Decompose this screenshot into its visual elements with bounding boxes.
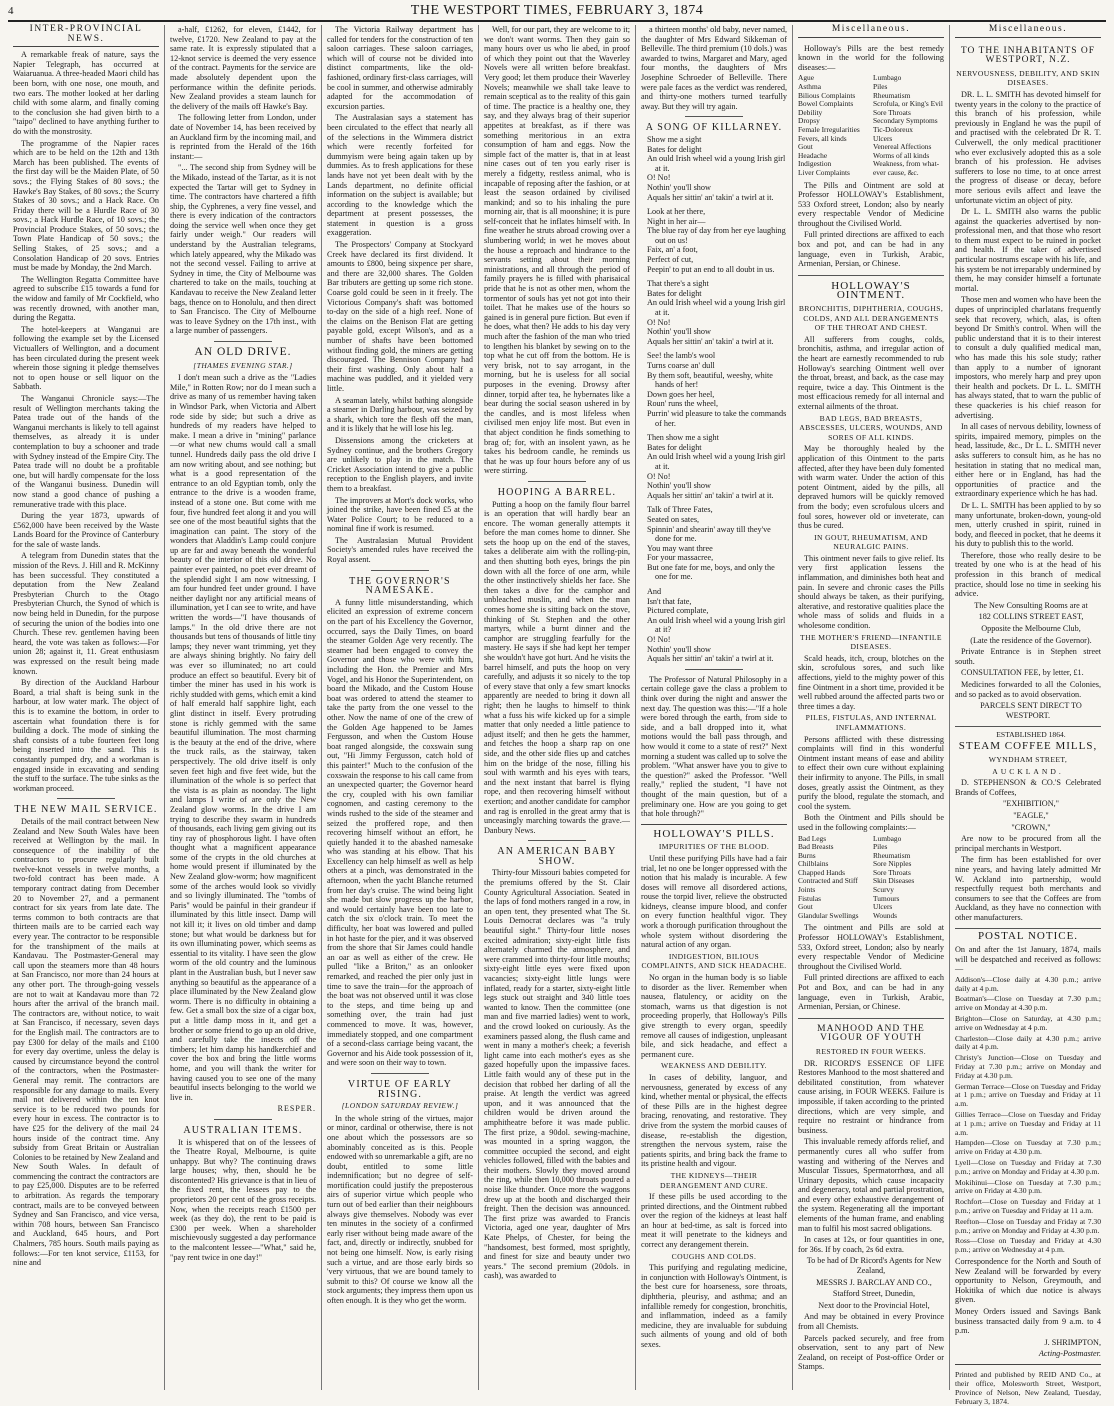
pills-subheading: WEAKNESS AND DEBILITY. <box>661 1061 767 1071</box>
list-item: Chapped Hands <box>798 867 846 877</box>
early-rising-heading: VIRTUE OF EARLY RISING. <box>347 1078 453 1100</box>
paragraph: Scald heads, itch, croup, blotches on the skin, scrofulous sores, and such like affections, yield to the mighty power of this fine Ointment in a short time, provided it be well rubbed around the affected parts two or three times a day. <box>798 653 944 711</box>
poem-verse <box>641 279 787 346</box>
paragraph: D. STEPHENSON & CO.'S Celebrated Brands of Coffees, <box>955 778 1101 797</box>
poem-line: Night in her air— <box>647 216 706 226</box>
imprint: Printed and published by REID AND Co., at their office, Molesworth Street, Westport, Province of Nelson, New Zealand, Tuesday, February 3, 1874. <box>955 1369 1101 1406</box>
established-line: ESTABLISHED 1864. <box>996 730 1066 740</box>
list-item: Ulcers <box>873 133 893 143</box>
paragraph: It is whispered that on of the lessees of the Theatre Royal, Melbourne, is quite unhappy. But why? The continuing draws large houses; why, then, should he be discontented? His grievance is that in lieu of the fixed rent, the lessees pay to the proprietors 20 per cent of the gross receipts. Now, when the receipts reach £1500 per week (as they do), the rent to be paid is £300 per week. When a shareholder mischievously suggested a day performance to the malcontent lessee—"What," said he, "pay rent twice in one day!" <box>170 1137 316 1262</box>
complaint-list <box>798 835 944 921</box>
governors-namesake-heading: THE GOVERNOR'S NAMESAKE. <box>349 575 451 597</box>
poem-line: Nothin' you'll show <box>647 644 711 654</box>
paragraph: This ointment never fails to give relief. Its very first application lessens the inflammation, and diminishes both heat and pain. In severe and chronic cases the Pills should always be taken, as their purifying, alterative, and restorative qualities place the whole mass of solids and fluids in a wholesome condition. <box>798 553 944 631</box>
poem-line: Perfect of cut, <box>647 255 694 265</box>
list-item: Liver Complaints <box>798 167 850 177</box>
paragraph: If these pills be used according to the printed directions, and the Ointment rubbed over the region of the kidneys at least half an hour at bed-time, as salt is forced into meat it will penetrate to the kidneys and correct any derangement therein. <box>641 1192 787 1250</box>
columns <box>8 24 1106 1406</box>
poem-line: You may want three <box>647 543 713 553</box>
mail-route-item: Gillies Terrace—Close on Tuesday and Friday at 1 p.m.; arrive on Tuesday and Friday at 11 a.m. <box>955 1110 1101 1137</box>
paragraph: Thirty-four Missouri babies competed for the premiums offered by the St. Clair County Agricultural Association. Seated in the laps of fond mothers ranged in a row, in an open tent, they presented what The St. Louis Democrat declares was "a truly beautiful sight." Thirty-four little noses excited admiration; sixty-eight little fists alternately charmed the atmosphere, and were crammed into thirty-four little mouths; sixty-eight little eyes were fixed upon vacancies; sixty-eight little lungs were inflated, ready for a starter, sixty-eight little legs stuck out straight and 340 little toes wanted to know. Then the committee (one man and five married ladies) went to work, and the crowd looked on curiously. As the examiners passed along, the flush came and went in many a mother's cheek; a feverish light came into each mother's eyes as she gazed hopefully upon the impassive faces. Little faith would any of these put in the decision that robbed her darling of all the praise. At length the verdict was agreed upon, and it was announced that the children would be driven around the amphitheatre before it was made public. The first prize, a 90dol. sewing-machine, was mounted in a spring waggon, the committee occupied the second, and eight vehicles followed, filled with the babies and their mothers. Slowly they moved around the ring, while then 10,000 throats poured a noise like thunder. Once more the waggons drew up at the booth and discharged their freight. Then the decision was announced. The first prize was awarded to Francis Victoria, aged one year, daughter of Mrs Kate Phelps, of Chester, for being the "handsomest, best formed, most sprightly, and finest for size and beauty under two years." The second premium (20dols. in cash), was awarded to <box>484 868 630 1281</box>
mail-service-heading: THE NEW MAIL SERVICE. <box>14 804 158 816</box>
divider <box>528 840 586 841</box>
divider <box>57 798 115 799</box>
column-5 <box>636 25 793 1390</box>
poem-line: Bates for delight <box>647 288 702 298</box>
pills-subheading: INDIGESTION, BILIOUS COMPLAINTS, AND SICK HEADACHE. <box>641 951 787 971</box>
postmaster-name: J. SHRIMPTON, <box>1044 1337 1101 1347</box>
poem-line: Nothin' you'll show <box>647 481 711 491</box>
paragraph: Full printed directions are affixed to each Pot and Box, and can be had in any language, even in Turkish, Arabic, Armenian, Persian, or Chinese. <box>798 973 944 1012</box>
mail-route-item: Charleston—Close daily at 4.30 p.m.; arrive daily at 4 p.m. <box>955 1033 1101 1052</box>
list-item: Gout <box>798 902 813 912</box>
dr-smith-ad <box>955 41 1101 728</box>
paragraph: A seaman lately, whilst bathing alongside a steamer in Darling harbour, was seized by a shark, which tore the flesh off the man, and it is likely that he will lose his leg. <box>327 395 473 434</box>
paragraph: CONSULTATION FEE, by letter, £1. <box>961 668 1084 678</box>
paragraph: The Wellington Regatta Committee have agreed to subscribe £15 towards a fund for the widow and family of Mr Cockfield, who was recently drowned, with another man, during the Regatta. <box>13 274 159 323</box>
list-item: Gout <box>798 142 813 152</box>
ad-body: Full printed directions are affixed to each box and pot, and can be had in any language, even in Turkish, Arabic, Armenian, Persian, or Chinese. <box>798 230 944 269</box>
poem-line: Turns coarse an' dull <box>647 361 715 370</box>
poem-verse <box>641 207 787 274</box>
mail-route-item: Reefton—Close on Tuesday and Friday at 7.30 p.m.; arrive on Monday and Friday at 4.30 p.m. <box>955 1216 1101 1235</box>
postal-heading: POSTAL NOTICE. <box>977 930 1079 943</box>
paragraph: Dr L. L. SMITH has been applied to by so many unfortunate, broken-down, young-old men, utterly crushed in spirit, ruined in body, and fleeced in pocket, that he deems it his duty to publish this to the world. <box>955 500 1101 549</box>
newspaper-title: THE WESTPORT TIMES, FEBRUARY 3, 1874 <box>410 3 704 18</box>
paragraph: The Australasian says a statement has been circulated to the effect that nearly all of the selections in the Wimmera district which were recently forfeited for dummyism were being again taken up by dummies. As to fresh applications for these lands have not yet been dealt with by the Lands department, no definite official information on the subject is available; but according to the knowledge which the department at present possesses, the statement in question is a gross exaggeration. <box>327 113 473 238</box>
paragraph: To be had of Dr Ricord's Agents for New Zealand, <box>806 1256 942 1276</box>
poem-line: Seated on sates, <box>647 514 700 524</box>
divider <box>371 1073 429 1074</box>
list-item: Burns <box>798 850 816 860</box>
poem-line: An ould Irish wheel wid a young Irish girl at it. <box>647 298 786 318</box>
poem-line: And <box>647 587 662 597</box>
paragraph: Are now to be procured from all the principal merchants in Westport. <box>955 834 1101 853</box>
manhood-subheading: RESTORED IN FOUR WEEKS. <box>815 1046 927 1056</box>
poem-line: Spinnin' and shearin' away till they've done for me. <box>647 524 771 544</box>
paragraph: In the whole string of the virtues, major or minor, cardinal or otherwise, there is not one about which the possessors are so abominably conceited as is this. People endowed with so unremarkable a gift, are no doubt, entitled to some little indemnification; but no degree of self-mortification could justify the preposterous airs of superior virtue which people who turn out of bed earlier than their neighbours always give themselves. Nobody was ever ten minutes in the society of a confirmed early riser without being made aware of the fact, and, directly or indirectly, snubbed for not being one himself. Now, is early rising such a virtue, and are those early birds so 'very virtuous, that we are bound tamely to submit to this? Of course we know all the stock arguments; they impress them upon us often enough. It is they who get the worm. <box>327 1113 473 1305</box>
poem-line: But one fate for me, boys, and only the one for me. <box>647 562 775 582</box>
list-item: Venereal Affections <box>873 142 932 152</box>
column-4 <box>479 25 636 1390</box>
divider <box>214 341 272 342</box>
agent-address: Stafford Street, Dunedin, <box>832 1289 916 1299</box>
coffee-brand: "CROWN," <box>1011 822 1051 832</box>
pills-subheading: IMPURITIES OF THE BLOOD. <box>658 842 770 852</box>
old-drive-heading: AN OLD DRIVE. <box>194 346 292 358</box>
poem-line: Down goes her heel, <box>647 389 715 399</box>
paragraph: The firm has been established for over nine years, and having lately admitted Mr W. Ackland into partnership, would respectfully request both merchants and consumers to see that the Coffees are from Auckland, as they have no connection with other manufacturers. <box>955 855 1101 922</box>
poem-line: That there's a sight <box>647 279 709 289</box>
paragraph: The Prospectors' Company at Stockyard Creek have declared its first dividend. It amounts to £800, being sixpence per share, and there are 32,000 shares. The Golden Bar tributers are getting up some rich stone. Coarse gold could be seen in it freely. The Victorious Company's shaft was bottomed to-day on the side of a high reef. None of the claims on the Benison Flat are getting payable gold, except Wilson's, and as a number of shafts have been bottomed without finding gold, the miners are getting discouraged. The Bennison Company had their first washing. Only about half a machine was puddled, and it yielded very little. <box>327 240 473 393</box>
list-item: ever cause, &c. <box>873 167 919 177</box>
ointment-subheading: BRONCHITIS, DIPHTHERIA, COUGHS, COLDS, AND ALL DERANGEMENTS OF THE THROAT AND CHEST. <box>798 304 944 333</box>
divider <box>214 1119 272 1120</box>
list-item: Fistulas <box>798 893 821 903</box>
mail-route-item: Brighton—Close on Saturday, at 4.30 p.m.; arrive on Wednesday at 4 p.m. <box>955 1014 1101 1032</box>
ad-intro: Holloway's Pills are the best remedy known in the world for the following diseases:— <box>798 43 944 72</box>
article-signature: RESPER. <box>277 1104 316 1114</box>
poem-line: Faix, an' a foot, <box>647 245 698 255</box>
song-heading: A SONG OF KILLARNEY. <box>645 122 783 134</box>
list-item: Tumours <box>873 893 900 903</box>
inhabitants-subheading: NERVOUSNESS, DEBILITY, AND SKIN DISEASES. <box>956 68 1100 88</box>
paragraph: In cases at 12s, or four quantities in one, for 36s. If by coach, 2s 6d extra. <box>798 1235 944 1254</box>
divider <box>528 481 586 482</box>
list-item: Tic-Doloreux <box>873 124 913 134</box>
poem-verse <box>641 433 787 500</box>
paragraph: "... The second ship from Sydney will be the Mikado, instead of the Tartar, as it is not expected the Tartar will get to Sydney in time. The contractors have chartered a fifth ship, the Cyphrenes, a very fine vessel, and there is every indication of the contractors doing the service well when once they get fairly under weigh." Our readers will understand by the Australian telegrams, which lately appeared, why the Mikado was not the second vessel. Failing to arrive at Sydney in time, the City of Melbourne was chartered to take on the mails, touching at Kandavau to receive the New Zealand letter bags, thence on to Honolulu, and then direct to San Francisco. The City of Melbourne was to leave Sydney on the 17th inst., with a large number of passengers. <box>170 163 316 336</box>
poem-line: An ould Irish wheel wid a young Irish girl at it. <box>647 452 786 471</box>
list-item: Female Irregularities <box>798 124 860 134</box>
paragraph: A funny little misunderstanding, which elicited an expression of extreme concern on the part of his Excellency the Governor, occurred, says the Daily Times, on board the steamer Golden Age very recently. The steamer had been engaged to convey the Governor and those who were with him, including the Hon. the Premier and Mrs Vogel, and his Honor the Superintendent, on board the Mikado, and the Custom House boat was ordered to attend the steamer to take the party from the one vessel to the other. Now the name of one of the crew of the Golden Age happened to be James Fergusson, and when the Custom House boat ranged alongside, the coxswain sung out, "Hi Jimmy Fergusson, catch hold of this painter!" Much to the confusion of the coxswain the response to his call came from an unexpected quarter; the Governor heard the cry, coupled with his own familiar cognomen, and casting ceremony to the winds rushed to the side of the steamer and seized the proffered rope, and then recovering himself without an effort, he quietly handed it to the abashed namesake who was standing at his elbow. That his Excellency can help himself as well as help others at a pinch, was demonstrated in the afternoon, when the yacht Blanche returned from her day's cruise. The wind being light she made but slow progress up the harbor, and would certainly have been too late to catch the six o'clock train. To meet the difficulty, her boat was lowered and pulled in hot haste for the pier, and it was observed from the shore that Sir James could handle an oar as well as either of the crew. He pulled "like a Briton," as an onlooker remarked, and reached the pier only just in time to save the train—for the approach of the boat was not observed until it was close to the steps, and time being up and something over, the train had just commenced to move. It was, however, immediately stopped, and one compartment of a second-class carriage being vacant, the Governor and his Aide took possession of it, and were soon on their way to town. <box>327 597 473 1068</box>
poem-line: Purrin' wid pleasure to take the commands of her. <box>647 408 787 428</box>
pills-subheading: COUGHS AND COLDS. <box>671 1251 757 1261</box>
paragraph: On and after the 1st January, 1874, mails will be despatched and received as follows:— <box>955 945 1101 974</box>
list-item: Ague <box>798 73 815 83</box>
list-item: Worms of all kinds <box>873 150 930 160</box>
poem-line: Pictured complate, <box>647 606 709 616</box>
poem-line: O! No! <box>647 471 671 481</box>
paragraph: The Victoria Railway department has called for tenders for the construction of ten saloon carriages. These saloon carriages, which will of course not be divided into distinct compartments, like the old-fashioned, ordinary first-class carriages, will be cool in summer, and otherwise admirably adapted for the accommodation of excursion parties. <box>327 25 473 111</box>
paragraph: Dissensions among the cricketers at Sydney continue, and the brothers Gregory are unlikely to play in the match. The Cricket Association intend to give a public reception to the English players, and invite them to a breakfast. <box>327 435 473 493</box>
holloways-pills-ad <box>798 41 944 276</box>
poem-verse <box>641 135 787 202</box>
poem-line: For your massacree, <box>647 553 714 563</box>
agent-address: Next door to the Provincial Hotel, <box>818 1300 930 1310</box>
paragraph: a-half, £1262, for eleven, £1442, for twelve, £1720. New Zealand to pay at the same rate. It is expressly stipulated that a 12-knot service is deemed the very essence of the contract. Payments for the service are made absolutely dependent upon the performance within the definite periods. New Zealand provides a steam launch for the delivery of the mails off Hawke's Bay. <box>170 25 316 111</box>
australian-items-heading: AUSTRALIAN ITEMS. <box>183 1124 303 1136</box>
list-item: Asthma <box>798 81 821 91</box>
list-item: Secondary Symptoms <box>873 116 938 126</box>
manhood-heading: MANHOOD AND THE VIGOUR OF YOUTH <box>817 1023 925 1044</box>
ad-body: The Pills and Ointment are sold at Professor HOLLOWAY's Establishment, 533 Oxford street, London; also by nearly every respectable Vendor of Medicine throughout the Civilised World. <box>798 180 944 228</box>
list-item: Sore Throats <box>873 107 911 117</box>
poem-line: O! No! <box>647 173 671 183</box>
paragraph: This invaluable remedy affords relief, and permanently cures all who suffer from wasting and withering of the Nerves and Muscular Tissues, Spermatorrhœa, and all Urinary deposits, which cause incapacity and degeneracy, total and partial prostration, and every other exhaustive derangement of the system. Regenerating all the important elements of the human frame, and enabling man to fulfil his most sacred obligations. <box>798 1137 944 1233</box>
poem-line: By them soft, beautiful, weeshy, white hands of her! <box>647 370 773 390</box>
poem-line: Then show me a sight <box>647 433 719 443</box>
masthead <box>8 2 1106 22</box>
paragraph: No organ in the human body is so liable to disorder as the liver. Remember when nausea, flatulency, or acidity on the stomach, warns us that digestion is not proceeding properly, that Holloway's Pills give strength to every organ, speedily remove all causes of indigestion, unpleasant bile, and sick headache, and effect a permanent cure. <box>641 973 787 1059</box>
column-2 <box>165 25 322 1390</box>
list-item: Bad Breasts <box>798 842 834 852</box>
holloways-ointment-ad <box>798 276 944 1019</box>
ointment-subheading: BAD LEGS, BAD BREASTS, ABSCESSES, ULCERS, WOUNDS, AND SORES OF ALL KINDS. <box>799 413 943 442</box>
poem-line: An ould Irish wheel wid a young Irish girl at it. <box>647 154 786 173</box>
paragraph: Putting a hoop on the family flour barrel is an operation that will hardly bear an encore. The woman generally attempts it before the man comes home to dinner. She sets the hoop up on the end of the staves, takes a deliberate aim with the rolling-pin, and then shutting both eyes, brings the pin down with all the force of one arm, while the other instinctively shields her face. She then takes a dive for the camphor and unbleached muslin, and when the man comes home she is sitting back on the stove, thinking of St. Stephen and the other martyrs, while a burnt dinner and the camphor are struggling fearfully for the mastery. He says if she had kept her temper she wouldn't have got hurt. And he visits the barrel himself, and puts the hoop on very carefully, and adjusts it so nicely to the top of every stave that only a few smart knocks apparently are needed to bring it down all right; then he laughs to himself to think what a fuss his wife kicked up for a simple matter that only needed a little patience to adjust itself; and then he gets the hammer, and fetches the hoop a sharp rap on one side, and the other side flies up and catches him on the bridge of the nose, filling his soul with warmth and his eyes with tears, and the next instant that barrel is flying rope, and then recovering himself without exertion; and another candidate for camphor and rag is enrolled in the great army that is unceasingly marching towards the grave.—Danbury News. <box>484 499 630 835</box>
poem-line: An ould Irish wheel wid a young Irish girl at it? <box>647 615 786 635</box>
paragraph: Private Entrance is in Stephen street south. <box>955 647 1101 666</box>
mail-routes <box>955 976 1101 1255</box>
paragraph: A remarkable freak of nature, says the Napier Telegraph, has occurred at Waiaruanua. A three-headed Maori child has been born, with one nose, one mouth, and two ears. The mother looked at her darling child with some alarm, and finally coming to the conclusion she had given birth to a "taipo" declined to have anything further to do with the monstrosity. <box>13 50 159 136</box>
address-line: Opposite the Melbourne Club, <box>981 624 1081 634</box>
list-item: Ulcers <box>873 902 893 912</box>
miscellaneous-heading: Miscellaneous. <box>955 25 1101 38</box>
list-item: Piles <box>873 842 888 852</box>
paragraph: All sufferers from coughs, colds, bronchitis, asthma, and irregular action of the heart are earnestly recommended to rub Holloway's searching Ointment well over the throat, breast, and back, as the case may require, twice a day. This Ointment is the most efficacious remedy for all internal and external ailments of the throat. <box>798 334 944 411</box>
list-item: Skin Diseases <box>873 876 915 886</box>
list-item: Scurvy <box>873 885 894 895</box>
inter-provincial-heading: INTER-PROVINCIAL NEWS. <box>13 25 159 47</box>
postmaster-title: Acting-Postmaster. <box>1038 1349 1101 1359</box>
paragraph: Both the Ointment and Pills should be used in the following complaints:— <box>798 813 944 832</box>
paragraph: During the year 1873, upwards of £562,000 have been received by the Waste Lands Board for the Province of Canterbury for the sale of waste lands. <box>13 511 159 549</box>
paragraph: By direction of the Auckland Harbour Board, a trial shaft is being sunk in the harbour, at low water mark. The object of this is to examine the bottom, in order to ascertain what foundation there is for building a dock. The mode of sinking the shaft consists of a tube fourteen feet long being inserted into the sand. This is constantly pumped dry, and a workman is engaged inside in excavating and sending the stuff to the surface. The tube sinks as the workman proceed. <box>13 678 159 793</box>
list-item: Rheumatism <box>873 90 911 100</box>
list-item: Lumbago <box>873 73 902 83</box>
paragraph: Money Orders issued and Savings Bank business transacted daily from 9 a.m. to 4 p.m. <box>955 1306 1101 1336</box>
inter-provincial-article <box>13 50 159 793</box>
ointment-subheading: THE MOTHER'S FRIEND—INFANTILE DISEASES. <box>800 632 942 652</box>
list-item: Lumbago <box>873 833 902 843</box>
paragraph: The improvers at Mort's dock works, who joined the strike, have been fined £5 at the Water Police Court; to be reduced to a nominal fine if work is resumed. <box>327 495 473 534</box>
list-item: Dropsy <box>798 116 820 126</box>
list-item: Weakness, from what- <box>873 159 940 169</box>
old-drive-source: [THAMES EVENING STAR.] <box>193 360 293 370</box>
ointment-subheading: IN GOUT, RHEUMATISM, AND NEURALGIC PAINS. <box>814 532 928 552</box>
poem <box>641 135 787 664</box>
paragraph: The following letter from London, under date of November 14, has been received by an Auckland firm by the incoming mail, and is reprinted from the Herald of the 16th instant:— <box>170 113 316 161</box>
list-item: Contracted and Stiff <box>798 876 858 886</box>
coffee-mills-city: AUCKLAND. <box>992 766 1064 776</box>
paragraph: May be thoroughly healed by the application of this Ointment to the parts affected, after they have been duly fomented with warm water. Under the action of this potent Ointment, aided by the pills, all depraved humors will be quickly removed from the body; even scrofulous ulcers and foul sores, however old or inveterate, can thus be cured. <box>798 444 945 531</box>
list-item: Sore Nipples <box>873 859 912 869</box>
list-item: Wounds <box>873 910 898 920</box>
paragraph: DR. RICORD'S ESSENCE OF LIFE Restores Manhood to the most shattered and debilitated constitution, from whatever cause arising, in FOUR WEEKS. Failure is impossible, if taken according to the printed directions, which are very simple, and require no restraint or hindrance from business. <box>798 1058 944 1135</box>
coffee-mills-ad <box>955 727 1101 929</box>
column-7 <box>950 24 1106 1406</box>
mail-route-item: Ross—Close on Tuesday and Friday at 4.30 p.m.; arrive on Wednesday at 4 p.m. <box>955 1236 1101 1255</box>
paragraph: A telegram from Dunedin states that the mission of the Revs. J. Hill and R. McKinny has been successful. They constituted a deputation from the New Zealand Presbyterian Church to the Otago Presbyterian Church, the Synod of which is now being held in Dunedin, for the purpose of securing the union of the bodies into one Church. These rev. gentlemen having been heard, the vote was taken as follows:—For union 28; against it, 11. Great enthusiasm was expressed on the result being made known. <box>13 551 159 676</box>
list-item: Bowel Complaints <box>798 99 854 109</box>
paragraph: The Wanganui Chronicle says:—The result of Wellington merchants taking the Patea trade out of the hands of the Wanganui merchants is likely to tell against themselves, as already it is under contemplation to buy a schooner and trade with Sydney instead of the Empire City. The Patea trade will no doubt be a profitable one, but will hardly compensate for the loss of the Wanganui business. Dunedin will now stand a good chance of pushing a remunerative trade with this place. <box>13 393 159 509</box>
column-6 <box>793 25 950 1390</box>
poem-line: Aquals her sittin' an' takin' a twirl at it. <box>647 336 774 346</box>
paragraph: I don't mean such a drive as the "Ladies Mile," in Rotten Row; nor do I mean such a drive as many of us remember having taken in Windsor Park, when Victoria and Albert rode side by side; but such a drive as hundreds of my readers have helped to make. I mean a drive in "mining" parlance—or what new chums would call a small tunnel. Hundreds daily pass the old drive I am now writing about, and see nothing; but what is a good representation of the entrance to an old Egyptian tomb, only the entrance to the drive is a wooden frame, instead of a stone one. But come with me four, five hundred feet along it and you will see one of the most beautiful sights that the imagination can paint. The story of the wonders that Aladdin's Lamp could conjure up are far and away beneath the wonderful beauty of the interior of this old drive. No painter ever painted, no poet ever dreamt of the splendid sight I am now witnessing. I am four hundred feet under ground. I have neither daylight nor any artificial means of illumination, yet I can see to write, and have written the words—"I have thousands of lamps." In the old drive there are not thousands but tens of thousands of little tiny lamps; they never want trimming, yet they are always shining brightly. No fairy dell was ever so illuminated; no art could produce an effect so beautiful. Every bit of timber the miner has used in his work is richly studded with gems, which emit a kind of half emerald half sapphire light, each glint distinct in itself. Every protruding stone is richly gemmed with the same beautiful illumination. The most charming is the beauty at the end of the drive, where the truck rails, as the stairway, taken perspectively. The old drive itself is only seven feet high and five feet wide, but the illumination of the whole is so perfect that the vista is as plain as noonday. The light and lamps I write of are only the New Zealand glow worms. In the drive I am trying to describe they swarm in hundreds of thousands, each living gem giving out its tiny ray of phosphorous light. I have often thought what a magnificent appearance some of the crypts in the old churches at home would present if illuminated by the New Zealand glow-worm; how magnificent some of the arches would look so vividly and so livingly illuminated. The "tombs of Paris" would be painful in their grandeur if illuminated by this little insect. Damp will not kill it; it lives on old timber and damp stone; but what would be darkness but for its own illuminating power, which seems as essential to its vitality. I have seen the glow worm of the old country and the luminous plant in the Australian bush, but I never saw anything so beautiful as the appearance of a place illuminated by the New Zealand glow worm. There is no difficulty in obtaining a few. Get a small box the size of a cigar box, put a little damp moss in it, and get a brother or some friend to go up an old drive, and carefully take the insects off the timbers; let him damp his handkerchief and cover the box and bring the little worms home, and you will thank the writer for having caused you to see one of the many beautiful insects belonging to the world we live in. <box>170 373 316 1102</box>
poem-line: Nothin' you'll show <box>647 182 711 192</box>
poem-line: Bates for delight <box>647 144 702 154</box>
address-line: (Late the residence of the Governor). <box>970 635 1092 645</box>
list-item: Headache <box>798 150 828 160</box>
poem-line: Peepin' to put an end to all doubt in us. <box>647 264 775 274</box>
ointment-heading: HOLLOWAY'S OINTMENT. <box>831 279 911 302</box>
paragraph: The Australasian Mutual Provident Society's amended rules have received the Royal assent. <box>327 535 473 565</box>
paragraph: This purifying and regulating medicine, in conjunction with Holloway's Ointment, is the best cure for hoarseness, sore throats, diphtheria, pleurisy, and asthma; and an infallible remedy for congestion, bronchitis, and inflammation, indeed as a family medicine, they are invaluable for subduing such ailments of young and old of both sexes. <box>641 1263 787 1349</box>
paragraph: DR. L. L. SMITH has devoted himself for twenty years in the colony to the practice of this branch of his profession, while previously in England he was the pupil of and practised with the celebrated Dr R. T. Culverwell, the only medical practitioner who ever exclusively adopted this as a sole branch of his profession. He advises sufferers to lose no time, to at once arrest the progress of disease or decay, before more serious evils affect and leave the unfortunate victim an object of pity. <box>955 89 1101 205</box>
list-item: Rheumatism <box>873 850 911 860</box>
paragraph: And may be obtained in every Province from all Chemists. <box>798 1312 944 1331</box>
ointment-subheading: PILES, FISTULAS, AND INTERNAL INFLAMMATIONS. <box>805 713 937 732</box>
list-item: Glandular Swellings <box>798 910 859 920</box>
poem-line: Nothin' you'll show <box>647 327 711 337</box>
paragraph: In all cases of nervous debility, lowness of spirits, impaired memory, pimples on the head, lassitude, &c., Dr L. L. SMITH never asks sufferers to consult him, as he has no hesitation in stating that no medical man, either here or in England, has had the opportunities of practice and the extraordinary experience which he has had. <box>955 422 1101 499</box>
paragraph: a thirteen months' old baby, never named, the daughter of Mrs Edward Sikkeman of Belleville. The third premium (10 dols.) was awarded to twins, Margaret and Mary, aged four months, the daughters of Mrs Josephine Schroeder of Belleville. There were pale faces as the verdict was rendered, and thirty-one mothers turned tearfully away. But they will try again. <box>641 25 787 111</box>
list-item: Joints <box>798 885 816 895</box>
list-item: Indigestion <box>798 159 832 169</box>
pills-subheading: THE KIDNEYS—THEIR DERANGEMENT AND CURE. <box>659 1170 769 1190</box>
poem-line: Isn't that fate, <box>647 596 692 606</box>
mail-route-item: Boatman's—Close on Tuesday at 7.30 p.m.; arrive on Monday at 4.30 p.m. <box>955 994 1101 1013</box>
poem-line: Talk of Three Fates, <box>647 505 713 515</box>
paragraph: Therefore, those who really desire to be treated by one who is at the head of his profession in this branch of medical practice, should lose no time in seeking his advice. <box>955 550 1101 599</box>
coffee-brand: "EXHIBITION," <box>1002 799 1060 809</box>
paragraph: Dr L. L. SMITH also warns the public against the quackeries advertised by non-professional men, and that those who resort to them must expect to be ruined in pocket and health. If the taker of advertised particular nostrums escape with his life, and his system be not irreparably undermined by them, he may consider himself a fortunate mortal. <box>955 207 1101 293</box>
paragraph: PARCELS SENT DIRECT TO WESTPORT. <box>980 701 1082 720</box>
hooping-barrel-heading: HOOPING A BARREL. <box>497 486 617 498</box>
agent-name: MESSRS J. BARCLAY AND CO., <box>816 1277 932 1287</box>
divider <box>955 1364 1101 1365</box>
poem-line: O! No! <box>647 317 671 327</box>
postal-notice <box>955 932 1101 1405</box>
miscellaneous-heading: Miscellaneous. <box>798 25 944 38</box>
poem-verse <box>641 587 787 664</box>
list-item: Sore Throats <box>873 867 911 877</box>
paragraph: Details of the mail contract between New Zealand and New South Wales have been received at Wellington by the mail. In consequence of the inability of the contractors to procure regularly built twelve-knot vessels in twelve months, a two-fold contract has been made. A temporary contract dating from December 20 to November 27, and a permanent contract for six years from late date. The terms common to both contracts are that thirteen mails are to be carried each way every year. The contractor to be responsible for the transhipment of the mails at Kandavau. The Postmaster-General may call upon the steamers more than 48 hours at San Francisco, nor more than 24 hours at any other port. The through-going vessels are not to wait at Kandavau more than 72 hours after the arrival of the branch mail. The contractors are, without notice, to wait at San Francisco, if necessary, seven days for the English mail. The contractors are to pay £300 for delay of the mails and £100 for every day overtime, unless the delay is caused by circumstance beyond the control of the contractors, when the Postmaster-General may remit. The contractors are responsible for any damage to mails. Every mail not delivered within the ten knot service is to be reduced two pounds for every hour in excess. The contractor is to have £25 for the delivery of the mail 24 hours inside of the contract time. Any subsidy from Great Britain or Australian Colonies to be retained by New Zealand and New South Wales. In default of commencing the contract the contractors are to pay £25,000. Disputes are to be referred to arbitration. As regards the temporary contract, mails are to be conveyed between Sydney and San Francisco, and vice versa, within 708 hours, between San Francisco and Auckland, 645 hours, and Port Chalmers, 785 hours. South mails paying as follows:—For ten knot service, £1153, for nine and <box>13 816 159 1268</box>
mail-route-item: Rochfort—Close on Tuesday and Friday at 1 p.m.; arrive on Tuesday and Friday at 11 a.m. <box>955 1197 1101 1215</box>
paragraph: Parcels packed securely, and free from observation, sent to any part of New Zealand, on receipt of Post-office Order or Stamps. <box>798 1333 944 1372</box>
column-3 <box>322 25 479 1390</box>
paragraph: Correspondence for the North and South of New Zealand will be forwarded by every opportunity to Nelson, Greymouth, and Hokitika of which due notice is always given. <box>955 1256 1101 1305</box>
poem-line: O! No! <box>647 635 671 645</box>
list-item: Chilblains <box>798 859 829 869</box>
paragraph: Until these purifying Pills have had a fair trial, let no one be longer oppressed with the notion that his malady is incurable. A few doses will remove all disordered actions, rouse the torpid liver, relieve the obstructed kidneys, cleanse impure blood, and confer on every function healthful vigor. They work a thorough purification throughout the whole system without disordering the natural action of any organ. <box>641 853 787 950</box>
divider <box>685 669 743 670</box>
mail-route-item: Christy's Junction—Close on Tuesday and Friday at 7.30 p.m.; arrive on Monday and Friday at 4.30 p.m. <box>955 1053 1101 1080</box>
coffee-mills-street: WYNDHAM STREET, <box>988 754 1068 764</box>
early-rising-source: [LONDON SATURDAY REVIEW.] <box>341 1101 459 1111</box>
poem-line: Aquals her sittin' an' takin' a twirl at it. <box>647 654 774 664</box>
mail-route-item: Mokihinui—Close on Tuesday at 7.30 p.m.; arrive on Friday at 4.30 p.m. <box>955 1177 1101 1196</box>
mail-route-item: Lyell—Close on Tuesday and Friday at 7.30 p.m.; arrive on Monday and Friday at 4.30 p.m. <box>955 1157 1101 1176</box>
list-item: Scrofula, or King's Evil <box>873 99 943 109</box>
list-item: Piles <box>873 81 888 91</box>
mail-route-item: Addison's—Close daily at 4.30 p.m.; arrive daily at 4 p.m. <box>955 974 1101 993</box>
poem-line: See! the lamb's wool <box>647 351 716 361</box>
poem-verse <box>641 351 787 428</box>
poem-line: Roun' runs the wheel, <box>647 399 719 409</box>
mail-route-item: German Terrace—Close on Tuesday and Friday at 1 p.m.; arrive on Tuesday and Friday at 11 a.m. <box>955 1081 1101 1109</box>
paragraph: Persons afflicted with these distressing complaints will find in this wonderful Ointment instant means of ease and ability to effect their own cure without explaining their infirmity to anyone. The Pills, in small doses, greatly assist the Ointment, as they purify the blood, regulate the stomach, and cool the system. <box>798 734 944 811</box>
paragraph: The hotel-keepers at Wanganui are following the example set by the Licensed Victuallers of Wellington, and a document has been circulated during the present week wherein those signing it pledge themselves not to open house or sell liquor on the Sabbath. <box>13 324 159 392</box>
paragraph: The Professor of Natural Philosophy in a certain college gave the class a problem to think over during the night and answer the next day. The question was this:—"If a hole were bored through the earth, from side to side, and a ball dropped into it, what motions would the ball pass through, and how would it come to a state of rest?" Next morning a student was called up to solve the problem. "What answer have you to give to the question?" asked the Professor. "Well really," replied the student, "I have not thought of the main question, but of a preliminary one. How are you going to get that hole through?" <box>641 674 787 819</box>
poem-line: Aquals her sittin' an' takin' a twirl at it. <box>647 490 774 500</box>
paragraph: In cases of debility, languor, and nervousness, generated by excess of any kind, whether mental or physical, the effects of these Pills are in the highest degree bracing, renovating, and restorative. They drive from the system the morbid causes of disease, re-establish the digestion, strengthen the nervous system, raise the patients spirits, and bring back the frame to its pristine health and vigour. <box>641 1072 787 1169</box>
divider <box>641 824 787 825</box>
paragraph: The programme of the Napier races which are to be held on the 12th and 13th March has been published. The events of the first day will be the Maiden Plate, of 50 sovs.; the Flying Stakes of 80 sovs.; the Hawke's Bay Stakes, of 80 sovs.; the Scurry Stakes of 30 sovs.; and a Hack Race. On Friday there will be a Hurdle Race of 30 sovs.; a Hack Hurdle Race, of 10 sovs.; the Provincial Produce Stakes, of 50 sovs.; the Town Plate Handicap of 50 sovs.; the Selling Stakes, of 25 sovs.; and a Consolation Handicap of 20 sovs. Entries must be made by Monday, the 2nd March. <box>13 138 159 273</box>
poem-line: The blue ray of day from her eye laughing out on us! <box>647 226 786 245</box>
poem-verse <box>641 505 787 582</box>
poem-line: Look at her there, <box>647 207 706 217</box>
list-item: Fevers, all kinds <box>798 133 847 143</box>
address-line: 182 COLLINS STREET EAST, <box>978 612 1084 622</box>
manhood-ad <box>798 1019 944 1378</box>
paragraph: The ointment and Pills are sold at Professor HOLLOWAY's Establishment, 533, Oxford street, London; also by nearly every respectable Vendor of Medicine throughout the Civilised World. <box>798 923 944 971</box>
paragraph: The New Consulting Rooms are at <box>974 600 1088 610</box>
disease-list <box>798 74 944 177</box>
poem-line: Aquals her sittin' an' takin' a twirl at it. <box>647 192 774 202</box>
page-number: 4 <box>8 5 14 17</box>
list-item: Debility <box>798 107 823 117</box>
mail-route-item: Hampden—Close on Tuesday at 7.30 p.m.; arrive on Friday at 4.30 p.m. <box>955 1138 1101 1157</box>
paragraph: Well, for our part, they are welcome to it; we don't want worms. Then they gain so many hours over us who lie abed, in proof of which they point out that the Waverley Novels were all written before breakfast. Very good; let them produce their Waverley Novels; meanwhile we shall take leave to remain sceptical as to the reality of this gain of time. The practice is a healthy one, they say, and they always brag of their superior appetites at breakfast, as if there was something meritorious in an extra consumption of ham and eggs. Now the simple fact of the matter is, that in at least nine cases out of ten you early riser is merely a fidgetty, restless animal, who is incapable of reposing after the fashion, or at least the season ordained by civilised mankind; and so to his inhaling the pure morning air, that is all moonshine; it is pure self-conceit that he inflates himself with. In fine weather he struts abroad crowing over a slumbering world; in wet he moves about the house a reproach and hindrance to the servants setting about their morning ministrations, and all through the period of family prayers he is filled with pharisaical pride that he is not as other men, whom the tormentor of souls has yet not got into their toilet. That he makes use of the hours so gained is in general pure fiction. But even if he does, what then? He adds to his day very much after the fashion of the man who tried to lengthen his blanket by sewing on to the top what he cut off from the bottom. He is very brisk, not to say arrogant, in the morning, but he is useless for all social purposes in the evening. Drowsy after dinner, torpid after tea, he hybernates like a bear during the social season ushered in by the candles, and is most lifeless when civilised men enjoy life most. But even in that abject condition he finds something to brag of; for, with an insolent yawn, as he takes his bedroom candle, he reminds us that he was up four hours before any of us were stirring. <box>484 25 630 476</box>
paragraph: Those men and women who have been the dupes of unprincipled charlatans frequently seek that recovery, which, alas, is often beyond Dr Smith's control. When will the public understand that it is to their interest to consult a duly qualified medical man, who has made this his sole study; rather than apply to a number of ignorant impostors, who merely harp and prey upon their health and pockets. Dr L. L. SMITH has always stated, that to warn the public of these quackeries is his chief reason for advertising. <box>955 295 1101 420</box>
divider <box>685 116 743 117</box>
column-1 <box>8 25 165 1390</box>
inhabitants-heading: TO THE INHABITANTS OF WESTPORT, N.Z. <box>960 45 1096 66</box>
poem-line: Bates for delight <box>647 442 702 452</box>
holloways-pills-heading: HOLLOWAY'S PILLS. <box>653 827 775 840</box>
divider <box>371 570 429 571</box>
baby-show-heading: AN AMERICAN BABY SHOW. <box>497 846 617 867</box>
poem-line: Show me a sight <box>647 134 702 144</box>
coffee-mills-heading: STEAM COFFEE MILLS, <box>958 740 1098 753</box>
list-item: Bilious Complaints <box>798 90 856 100</box>
paragraph: Medicines forwarded to all the Colonies, and so packed as to avoid observation. <box>955 680 1101 699</box>
list-item: Bad Legs <box>798 833 827 843</box>
coffee-brand: "EAGLE," <box>1013 810 1049 820</box>
